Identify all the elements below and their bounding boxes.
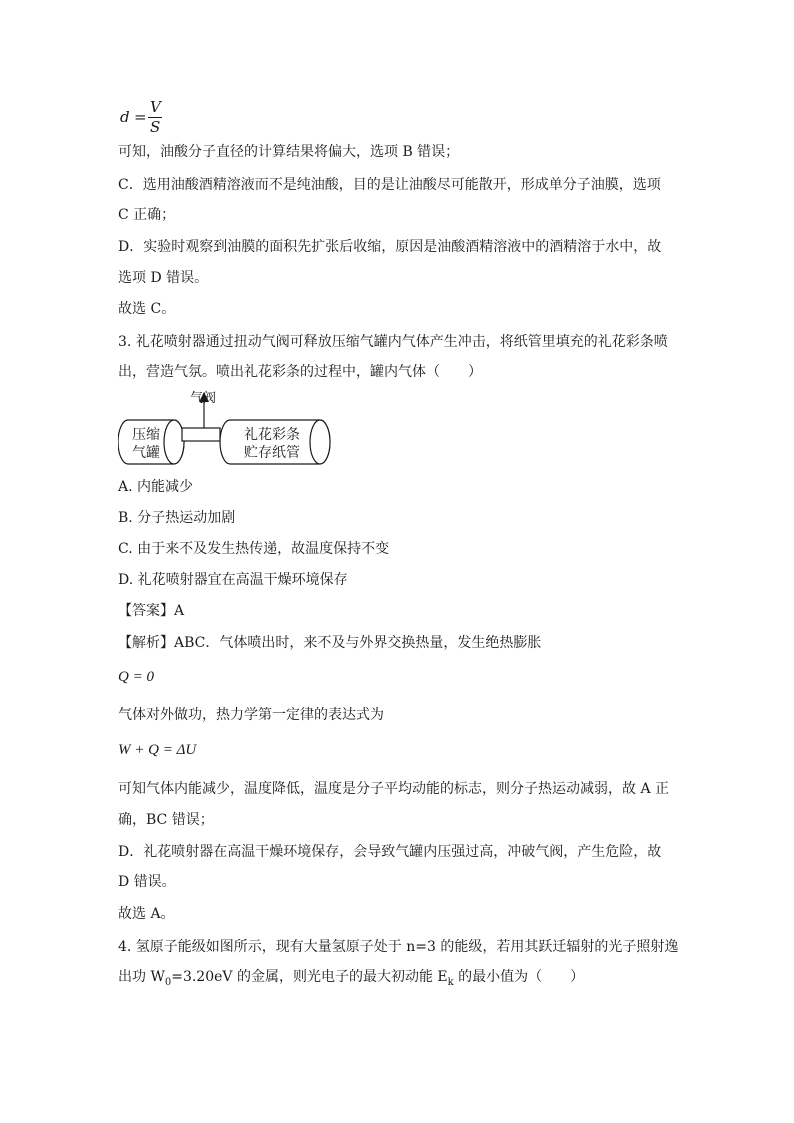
valve-label: 气阀 xyxy=(190,390,217,405)
equation-q-zero: Q = 0 xyxy=(118,669,154,685)
connecting-pipe xyxy=(182,428,220,441)
q4-text-post: 的最小值为（ ） xyxy=(453,969,585,985)
q4-text-pre: 出功 W xyxy=(118,969,165,985)
text-line: C 正确； xyxy=(118,207,176,223)
option-a: A. 内能减少 xyxy=(118,479,194,495)
paper-tube-end xyxy=(310,420,330,464)
question-4-line-1: 4. 氢原子能级如图所示，现有大量氢原子处于 n=3 的能级，若用其跃迁辐射的光子照射逸 xyxy=(118,939,679,955)
confetti-launcher-diagram xyxy=(118,388,338,473)
formula-d-equals-v-over-s xyxy=(118,98,178,138)
option-d: D. 礼花喷射器宜在高温干燥环境保存 xyxy=(118,572,348,588)
text-line: 可知，油酸分子直径的计算结果将偏大，选项 B 错误； xyxy=(118,144,460,160)
q4-subscript-k: k xyxy=(447,976,454,988)
q4-text-mid: =3.20eV 的金属，则光电子的最大初动能 E xyxy=(171,969,448,985)
question-4-line-2 xyxy=(118,967,584,993)
option-b: B. 分子热运动加剧 xyxy=(118,510,236,526)
tube-label-line-1: 礼花彩条 xyxy=(244,428,300,443)
tank-label-line-2: 气罐 xyxy=(132,446,160,461)
tank-end xyxy=(164,420,184,464)
text-line: 可知气体内能减少，温度降低，温度是分子平均动能的标志，则分子热运动减弱，故 A 正 xyxy=(118,781,670,797)
formula-lhs: d xyxy=(120,108,130,126)
text-line: D．实验时观察到油膜的面积先扩张后收缩，原因是油酸酒精溶液中的酒精溶于水中，故 xyxy=(118,239,662,255)
tube-label-line-2: 贮存纸管 xyxy=(244,446,300,461)
formula-denominator: S xyxy=(150,118,161,136)
text-line: 故选 C。 xyxy=(118,301,176,317)
q4-subscript-0: 0 xyxy=(164,976,172,988)
text-line: 气体对外做功，热力学第一定律的表达式为 xyxy=(118,707,384,723)
text-line: 故选 A。 xyxy=(118,906,175,922)
tank-label-line-1: 压缩 xyxy=(132,428,160,443)
text-line: D 错误。 xyxy=(118,874,176,890)
answer-label: 【答案】A xyxy=(118,603,185,619)
question-3-line-2: 出，营造气氛。喷出礼花彩条的过程中，罐内气体（ ） xyxy=(118,364,482,380)
analysis-line: 【解析】ABC．气体喷出时，来不及与外界交换热量，发生绝热膨胀 xyxy=(118,635,542,651)
equation-first-law: W + Q = ΔU xyxy=(118,742,197,758)
text-line: 确，BC 错误； xyxy=(118,812,214,828)
formula-numerator: V xyxy=(150,98,161,116)
text-line: D．礼花喷射器在高温干燥环境保存，会导致气罐内压强过高，冲破气阀，产生危险，故 xyxy=(118,844,662,860)
text-line: 选项 D 错误。 xyxy=(118,270,209,286)
question-3-line-1: 3. 礼花喷射器通过扭动气阀可释放压缩气罐内气体产生冲击，将纸管里填充的礼花彩条喷 xyxy=(118,334,668,350)
option-c: C. 由于来不及发生热传递，故温度保持不变 xyxy=(118,541,390,557)
formula-equals: = xyxy=(134,108,147,126)
text-line: C．选用油酸酒精溶液而不是纯油酸，目的是让油酸尽可能散开，形成单分子油膜，选项 xyxy=(118,177,661,193)
